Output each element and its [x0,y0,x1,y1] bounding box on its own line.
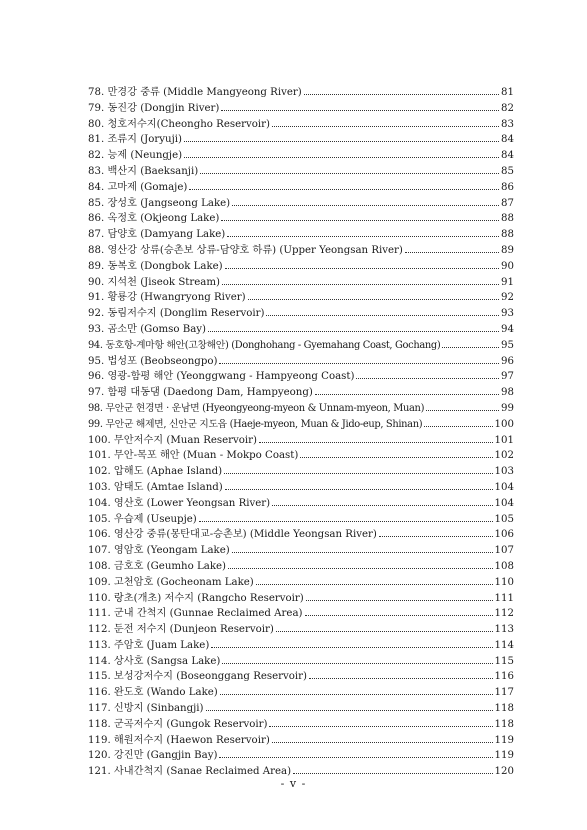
dot-leader [293,773,493,774]
dot-leader [304,94,499,95]
dot-leader [227,236,499,237]
toc-entry-page: 101 [494,434,514,446]
toc-entry-page: 103 [494,466,514,478]
toc-entry-title: 98. 무안군 현경면 · 운남면 (Hyeongyeong-myeon & Unnam-myeon, Muan) [88,402,425,414]
toc-entry[interactable] [88,180,514,196]
toc-entry[interactable] [88,606,514,622]
toc-entry[interactable] [88,227,514,243]
toc-entry-page: 119 [494,734,514,746]
dot-leader [224,473,492,474]
toc-entry-page: 114 [494,639,514,651]
toc-entry-page: 88 [501,213,514,225]
toc-entry[interactable] [88,259,514,275]
toc-entry[interactable] [88,132,514,148]
toc-entry[interactable] [88,527,514,543]
dot-leader [221,220,499,221]
toc-entry[interactable] [88,638,514,654]
toc-entry[interactable] [88,306,514,322]
dot-leader [248,299,499,300]
toc-entry[interactable] [88,559,514,575]
toc-entry[interactable] [88,717,514,733]
dot-leader [219,757,492,758]
toc-entry[interactable] [88,575,514,591]
dot-leader [220,694,493,695]
toc-entry[interactable] [88,164,514,180]
toc-entry-page: 118 [494,718,514,730]
page-number: - v - [280,777,307,790]
toc-entry[interactable] [88,622,514,638]
toc-entry-title: 111. 군내 간척지 (Gunnae Reclaimed Area) [88,608,303,620]
toc-entry-page: 98 [501,387,514,399]
dot-leader [232,552,493,553]
toc-entry-title: 105. 우습제 (Useupje) [88,513,197,525]
dot-leader [189,189,499,190]
dot-leader [272,505,492,506]
dot-leader [266,315,499,316]
dot-leader [305,615,493,616]
toc-entry[interactable] [88,480,514,496]
dot-leader [211,647,492,648]
toc-entry[interactable] [88,385,514,401]
toc-entry-page: 99 [501,402,514,414]
table-of-contents [88,85,514,780]
toc-entry[interactable] [88,275,514,291]
toc-entry-page: 117 [494,687,514,699]
toc-entry-page: 100 [494,418,514,430]
toc-entry-title: 114. 상사호 (Sangsa Lake) [88,655,221,667]
toc-entry-title: 93. 곰소만 (Gomso Bay) [88,323,206,335]
toc-entry-title: 96. 영광-함평 해안 (Yeonggwang - Hampyeong Coast) [88,371,355,383]
toc-entry-title: 91. 황룡강 (Hwangryong River) [88,292,246,304]
toc-entry-title: 97. 함평 대동댐 (Daedong Dam, Hampyeong) [88,387,313,399]
toc-entry-title: 115. 보성강저수지 (Boseonggang Reservoir) [88,671,308,683]
dot-leader [442,347,499,348]
toc-entry-title: 107. 영암호 (Yeongam Lake) [88,545,230,557]
dot-leader [219,363,499,364]
toc-entry-page: 116 [494,671,514,683]
toc-entry-page: 120 [494,766,514,778]
dot-leader [276,631,493,632]
toc-entry-page: 113 [494,624,514,636]
toc-entry[interactable] [88,85,514,101]
toc-entry-title: 95. 법성포 (Beobseongpo) [88,355,218,367]
toc-entry-page: 115 [494,655,514,667]
toc-entry-page: 110 [494,576,514,588]
toc-entry-page: 96 [501,355,514,367]
dot-leader [232,205,499,206]
toc-entry[interactable] [88,654,514,670]
toc-entry[interactable] [88,685,514,701]
toc-entry-page: 111 [494,592,514,604]
toc-entry-title: 78. 만경강 중류 (Middle Mangyeong River) [88,87,302,98]
toc-entry-title: 79. 동진강 (Dongjin River) [88,102,220,114]
toc-entry[interactable] [88,148,514,164]
toc-entry-page: 104 [494,497,514,509]
dot-leader [256,584,493,585]
toc-entry-page: 88 [501,229,514,241]
toc-entry[interactable] [88,338,514,354]
dot-leader [222,284,499,285]
toc-entry-page: 106 [494,529,514,541]
toc-entry-page: 105 [494,513,514,525]
toc-entry-page: 104 [494,481,514,493]
toc-entry-title: 82. 능제 (Neungje) [88,150,183,162]
dot-leader [379,536,493,537]
toc-entry-title: 102. 압해도 (Aphae Island) [88,466,223,478]
toc-entry-page: 81 [501,87,514,98]
toc-entry-title: 119. 해원저수지 (Haewon Reservoir) [88,734,270,746]
toc-entry-title: 94. 동호항-계마항 해안(고창해안) (Donghohang - Gyemahang Coast, Gochang) [88,339,441,351]
toc-entry-title: 103. 암태도 (Amtae Island) [88,481,223,493]
dot-leader [225,268,499,269]
dot-leader [306,600,493,601]
toc-entry-title: 87. 담양호 (Damyang Lake) [88,229,226,241]
toc-entry-page: 107 [494,545,514,557]
dot-leader [199,521,493,522]
dot-leader [269,726,492,727]
toc-entry-page: 97 [501,371,514,383]
toc-entry-page: 83 [501,118,514,130]
toc-entry[interactable] [88,733,514,749]
dot-leader [300,457,492,458]
toc-entry-title: 99. 무안군 해제면, 신안군 지도읍 (Haeje-myeon, Muan & Jido-eup, Shinan) [88,418,423,430]
dot-leader [228,568,493,569]
toc-entry-page: 102 [494,450,514,462]
toc-entry-title: 90. 지석천 (Jiseok Stream) [88,276,220,288]
toc-entry-page: 92 [501,292,514,304]
toc-entry-title: 86. 옥정호 (Okjeong Lake) [88,213,220,225]
dot-leader [206,710,493,711]
toc-entry-title: 108. 금호호 (Geumho Lake) [88,560,226,572]
dot-leader [272,126,499,127]
dot-leader [225,489,493,490]
dot-leader [309,678,493,679]
toc-entry-title: 92. 동림저수지 (Donglim Reservoir) [88,308,265,320]
dot-leader [315,394,499,395]
dot-leader [222,663,492,664]
toc-entry-page: 94 [501,323,514,335]
toc-entry-page: 95 [501,339,514,351]
dot-leader [259,442,493,443]
toc-entry[interactable] [88,290,514,306]
toc-entry[interactable] [88,243,514,259]
toc-entry-title: 112. 둔전 저수지 (Dunjeon Reservoir) [88,624,274,636]
toc-entry-title: 106. 영산강 중류(몽탄대교-승촌보) (Middle Yeongsan River) [88,529,377,541]
dot-leader [424,426,492,427]
toc-entry-page: 119 [494,750,514,762]
toc-entry-page: 108 [494,560,514,572]
toc-entry-page: 84 [501,134,514,146]
dot-leader [184,157,499,158]
toc-entry[interactable] [88,369,514,385]
toc-entry[interactable] [88,512,514,528]
toc-entry-title: 84. 고마제 (Gomaje) [88,181,188,193]
toc-entry-page: 89 [501,244,514,256]
toc-entry-title: 80. 청호저수지(Cheongho Reservoir) [88,118,270,130]
toc-entry[interactable] [88,669,514,685]
toc-entry-title: 81. 조류지 (Joryuji) [88,134,182,146]
toc-entry-title: 109. 고천암호 (Gocheonam Lake) [88,576,254,588]
toc-entry[interactable] [88,196,514,212]
dot-leader [184,141,499,142]
toc-entry-page: 82 [501,102,514,114]
toc-entry[interactable] [88,448,514,464]
toc-entry-title: 89. 동복호 (Dongbok Lake) [88,260,223,272]
dot-leader [356,378,499,379]
toc-entry-title: 104. 영산호 (Lower Yeongsan River) [88,497,271,509]
toc-entry-page: 87 [501,197,514,209]
toc-entry[interactable] [88,701,514,717]
toc-entry[interactable] [88,591,514,607]
toc-entry[interactable] [88,543,514,559]
toc-entry-title: 120. 강진만 (Gangjin Bay) [88,750,218,762]
toc-entry[interactable] [88,433,514,449]
toc-entry-title: 110. 랑초(개초) 저수지 (Rangcho Reservoir) [88,592,304,604]
toc-entry-title: 117. 신방지 (Sinbangji) [88,703,204,715]
toc-entry[interactable] [88,748,514,764]
toc-entry-page: 112 [494,608,514,620]
toc-entry-title: 121. 사내간척지 (Sanae Reclaimed Area) [88,766,292,778]
toc-entry[interactable] [88,464,514,480]
toc-entry-title: 116. 완도호 (Wando Lake) [88,687,218,699]
toc-entry-title: 88. 영산강 상류(승촌보 상류-담양호 하류) (Upper Yeongsan River) [88,244,403,256]
toc-entry-page: 84 [501,150,514,162]
dot-leader [221,110,499,111]
toc-entry-title: 100. 무안저수지 (Muan Reservoir) [88,434,258,446]
toc-entry[interactable] [88,101,514,117]
dot-leader [200,173,499,174]
toc-entry[interactable] [88,496,514,512]
dot-leader [272,742,493,743]
toc-entry-title: 83. 백산지 (Baeksanji) [88,165,199,177]
toc-entry-page: 85 [501,165,514,177]
toc-entry-title: 118. 군곡저수지 (Gungok Reservoir) [88,718,268,730]
toc-entry[interactable] [88,117,514,133]
dot-leader [208,331,499,332]
dot-leader [405,252,499,253]
toc-entry-title: 101. 무안-목포 해안 (Muan - Mokpo Coast) [88,450,299,462]
toc-entry[interactable] [88,211,514,227]
toc-entry-page: 91 [501,276,514,288]
toc-entry-page: 86 [501,181,514,193]
toc-entry-title: 113. 주암호 (Juam Lake) [88,639,210,651]
toc-entry-page: 90 [501,260,514,272]
toc-entry-title: 85. 장성호 (Jangseong Lake) [88,197,231,209]
toc-entry[interactable] [88,322,514,338]
toc-entry-page: 118 [494,703,514,715]
dot-leader [426,410,499,411]
toc-entry[interactable] [88,401,514,417]
toc-entry[interactable] [88,354,514,370]
toc-entry-page: 93 [501,308,514,320]
toc-entry[interactable] [88,417,514,433]
